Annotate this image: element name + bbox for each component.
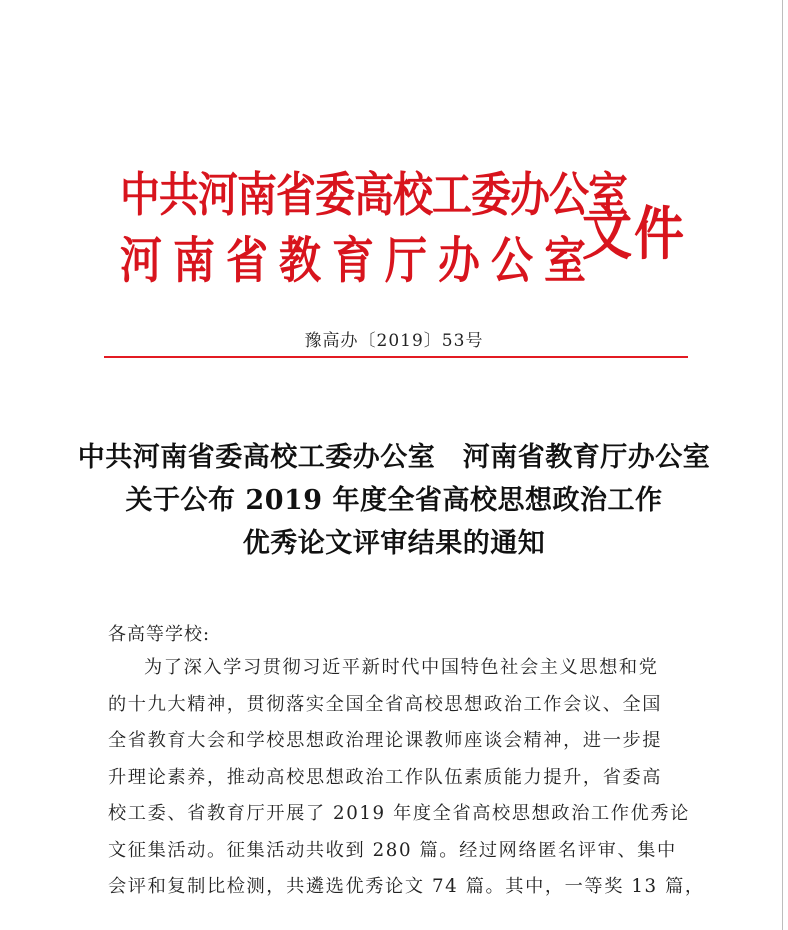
issuer-line-party-committee: 中共河南省委高校工委办公室 xyxy=(120,168,627,223)
body-line: 全省教育大会和学校思想政治理论课教师座谈会精神，进一步提 xyxy=(108,730,663,751)
body-line: 校工委、省教育厅开展了 2019 年度全省高校思想政治工作优秀论 xyxy=(108,803,690,824)
body-line: 文征集活动。征集活动共收到 280 篇。经过网络匿名评审、集中 xyxy=(108,839,677,861)
title-line: 优秀论文评审结果的通知 xyxy=(242,528,546,559)
notice-title xyxy=(0,436,788,565)
red-separator-line xyxy=(104,356,688,358)
red-header xyxy=(120,150,686,290)
body-line: 升理论素养，推动高校思想政治工作队伍素质能力提升，省委高 xyxy=(108,766,663,788)
issuer-line-education-department: 河南省教育厅办公室 xyxy=(120,231,598,290)
document-number: 豫高办〔2019〕53号 xyxy=(304,331,484,351)
body-paragraph xyxy=(108,650,705,906)
document-suffix: 文件 xyxy=(582,200,686,268)
title-line: 中共河南省委高校工委办公室 河南省教育厅办公室 xyxy=(77,442,711,473)
body-line: 的十九大精神，贯彻落实全国全省高校思想政治工作会议、全国 xyxy=(108,693,663,715)
body-line: 为了深入学习贯彻习近平新时代中国特色社会主义思想和党 xyxy=(144,657,659,678)
salutation: 各高等学校: xyxy=(108,624,211,645)
title-line: 关于公布 2019 年度全省高校思想政治工作 xyxy=(125,485,663,516)
body-line: 会评和复制比检测，共遴选优秀论文 74 篇。其中，一等奖 13 篇， xyxy=(108,876,705,897)
